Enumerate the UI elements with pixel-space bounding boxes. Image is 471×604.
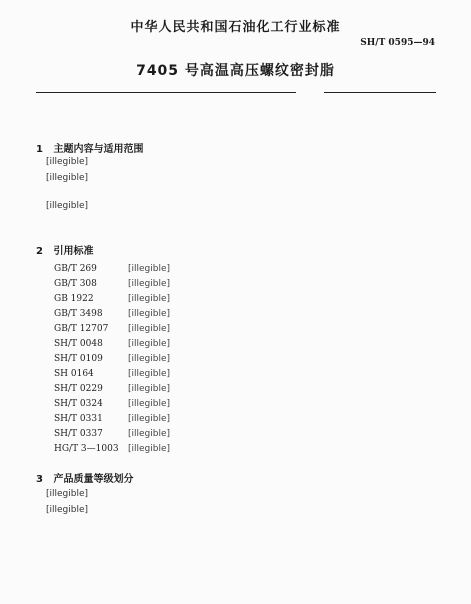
section-number: 2 <box>36 246 43 257</box>
quality-paragraph-1: [illegible] <box>46 489 89 499</box>
reference-code: GB/T 12707 <box>54 324 109 334</box>
reference-item <box>54 442 434 457</box>
reference-item <box>54 352 434 367</box>
reference-item <box>54 382 434 397</box>
section-heading-quality-grades <box>36 470 133 485</box>
quality-paragraph-2: [illegible] <box>46 505 89 515</box>
reference-code: GB/T 269 <box>54 264 97 274</box>
reference-name: [illegible] <box>128 384 171 394</box>
reference-item <box>54 307 434 322</box>
reference-code: SH/T 0109 <box>54 354 103 364</box>
reference-item <box>54 262 434 277</box>
reference-code: GB 1922 <box>54 294 94 304</box>
reference-name: [illegible] <box>128 294 171 304</box>
reference-code: SH/T 0324 <box>54 399 103 409</box>
reference-name: [illegible] <box>128 444 171 454</box>
section-heading-references <box>36 242 93 257</box>
reference-item <box>54 322 434 337</box>
reference-item <box>54 427 434 442</box>
reference-item <box>54 277 434 292</box>
reference-name: [illegible] <box>128 414 171 424</box>
reference-item <box>54 292 434 307</box>
reference-name: [illegible] <box>128 264 171 274</box>
reference-item <box>54 367 434 382</box>
reference-name: [illegible] <box>128 369 171 379</box>
reference-name: [illegible] <box>128 309 171 319</box>
reference-name: [illegible] <box>128 399 171 409</box>
title-rule-right <box>324 92 436 93</box>
reference-code: SH/T 0048 <box>54 339 103 349</box>
reference-name: [illegible] <box>128 324 171 334</box>
reference-name: [illegible] <box>128 279 171 289</box>
scope-paragraph-3: [illegible] <box>46 201 89 211</box>
section-title: 产品质量等级划分 <box>53 474 134 485</box>
section-title: 主题内容与适用范围 <box>53 144 144 155</box>
reference-item <box>54 337 434 352</box>
section-number: 1 <box>36 144 43 155</box>
reference-code: SH/T 0229 <box>54 384 103 394</box>
reference-name: [illegible] <box>128 339 171 349</box>
title-rule-left <box>36 92 296 93</box>
section-heading-scope <box>36 140 143 155</box>
section-number: 3 <box>36 474 43 485</box>
reference-item <box>54 412 434 427</box>
standard-number: SH/T 0595—94 <box>360 38 435 48</box>
scope-paragraph-1: [illegible] <box>46 157 89 167</box>
scope-paragraph-2: [illegible] <box>46 173 89 183</box>
reference-item <box>54 397 434 412</box>
reference-code: HG/T 3—1003 <box>54 444 119 454</box>
reference-list <box>54 262 434 457</box>
reference-code: SH/T 0337 <box>54 429 103 439</box>
reference-code: GB/T 3498 <box>54 309 103 319</box>
section-title: 引用标准 <box>53 246 94 257</box>
reference-name: [illegible] <box>128 429 171 439</box>
issuing-organization: 中华人民共和国石油化工行业标准 <box>130 20 341 35</box>
document-title: 7405 号高温高压螺纹密封脂 <box>136 63 335 79</box>
reference-code: SH 0164 <box>54 369 94 379</box>
reference-code: SH/T 0331 <box>54 414 103 424</box>
reference-name: [illegible] <box>128 354 171 364</box>
reference-code: GB/T 308 <box>54 279 97 289</box>
